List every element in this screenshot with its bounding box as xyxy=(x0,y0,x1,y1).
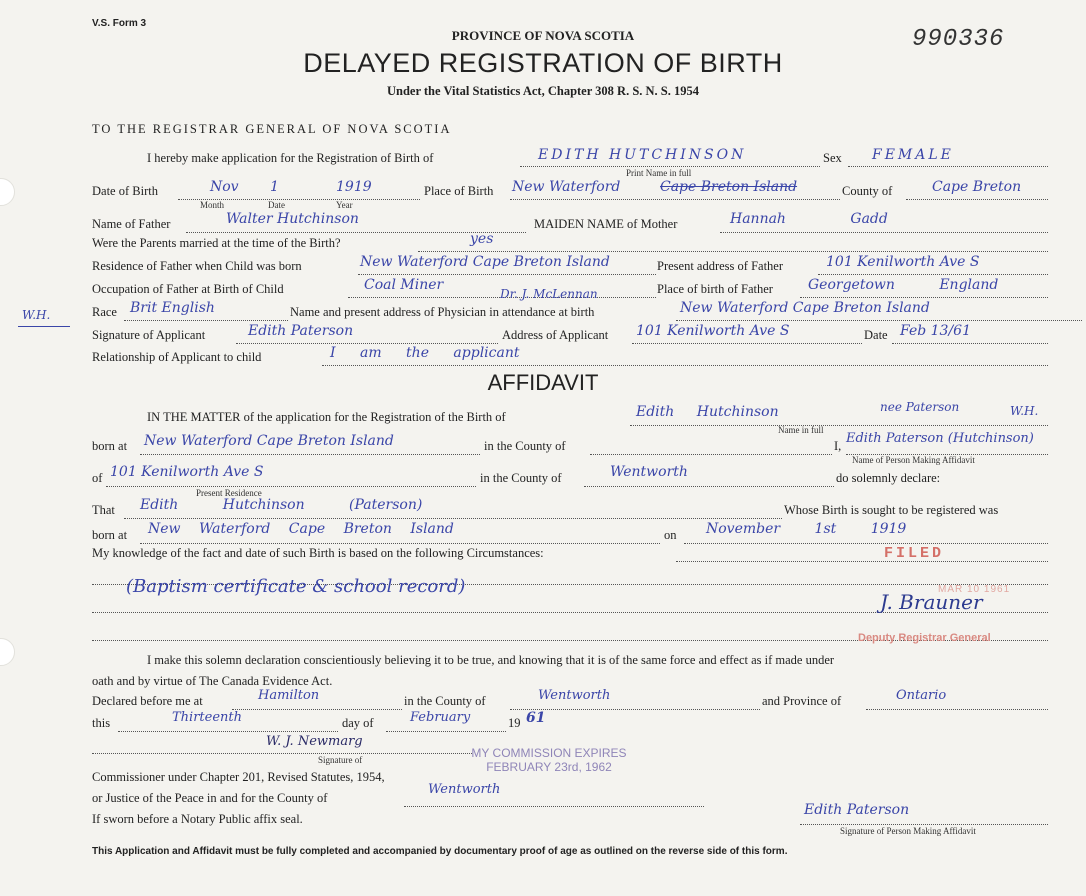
on-value: November 1st 1919 xyxy=(706,521,907,537)
matter-extra: nee Paterson xyxy=(880,400,960,414)
year-caption: Year xyxy=(336,200,353,210)
father-label: Name of Father xyxy=(92,217,171,231)
on-label: on xyxy=(664,528,677,542)
form-code: V.S. Form 3 xyxy=(92,18,147,29)
year-prefix: 19 xyxy=(508,716,521,730)
page-title: DELAYED REGISTRATION OF BIRTH xyxy=(303,48,783,78)
married-label: Were the Parents married at the time of the Birth? xyxy=(92,236,341,250)
present-addr-label: Present address of Father xyxy=(657,259,784,273)
this-value: Thirteenth xyxy=(172,710,242,725)
dob-year: 1919 xyxy=(336,179,372,195)
commission-stamp-line2: FEBRUARY 23rd, 1962 xyxy=(486,760,612,774)
filed-stamp: FILED xyxy=(884,545,945,562)
matter-text: IN THE MATTER of the application for the Registration of the Birth of xyxy=(147,410,506,424)
applicant-address-value: 101 Kenilworth Ave S xyxy=(636,323,790,339)
page-subtitle: Under the Vital Statistics Act, Chapter 308 R. S. N. S. 1954 xyxy=(386,84,700,98)
this-label: this xyxy=(92,716,111,730)
place-struck: Cape Breton Island xyxy=(660,179,798,195)
dob-month: Nov xyxy=(210,179,239,195)
affiant-caption: Signature of Person Making Affidavit xyxy=(840,826,976,836)
child-name: EDITH HUTCHINSON xyxy=(538,147,747,163)
dob-date: 1 xyxy=(270,179,279,195)
race-value: Brit English xyxy=(130,300,215,316)
signature-caption: Signature of xyxy=(318,755,363,765)
affidavit-county-text: in the County of xyxy=(484,439,566,453)
circumstances-value: (Baptism certificate & school record) xyxy=(126,576,466,597)
date-caption: Date xyxy=(268,200,285,210)
born-at2-value: New Waterford Cape Breton Island xyxy=(148,521,454,537)
applicant-signature-label: Signature of Applicant xyxy=(92,328,206,342)
born-at-label: born at xyxy=(92,439,128,453)
day-of-label: day of xyxy=(342,716,374,730)
that-label: That xyxy=(92,503,115,517)
married-value: yes xyxy=(470,231,494,247)
notary-text: If sworn before a Notary Public affix seal. xyxy=(92,812,303,826)
footer-note: This Application and Affidavit must be fully completed and accompanied by documentary proof of age as outlined on the reverse side of this form. xyxy=(92,846,788,857)
commissioner-text: Commissioner under Chapter 201, Revised Statutes, 1954, xyxy=(92,770,385,784)
print-name-caption: Print Name in full xyxy=(626,168,692,178)
residence-value: New Waterford Cape Breton Island xyxy=(360,254,610,270)
maiden-label: MAIDEN NAME of Mother xyxy=(534,217,678,231)
month-caption: Month xyxy=(200,200,225,210)
justice-county-value: Wentworth xyxy=(428,782,501,797)
whose-birth-text: Whose Birth is sought to be registered was xyxy=(784,503,999,517)
commissioner-signature: W. J. Newmarg xyxy=(266,734,363,749)
matter-value: Edith Hutchinson xyxy=(636,404,779,420)
declared-county-value: Wentworth xyxy=(538,688,611,703)
dob-label: Date of Birth xyxy=(92,184,158,198)
applicant-address-label: Address of Applicant xyxy=(502,328,609,342)
occupation-label: Occupation of Father at Birth of Child xyxy=(92,282,284,296)
father-birthplace-label: Place of birth of Father xyxy=(657,282,773,296)
of-label: of xyxy=(92,471,103,485)
declare-label: do solemnly declare: xyxy=(836,471,941,485)
affidavit-heading: AFFIDAVIT xyxy=(487,370,599,395)
father-value: Walter Hutchinson xyxy=(226,211,359,227)
solemn-text-1: I make this solemn declaration conscientiously believing it to be true, and knowing that it is of the same force and effect as if made under xyxy=(147,653,835,667)
margin-note-underline xyxy=(18,326,70,327)
province-label: and Province of xyxy=(762,694,842,708)
day-of-value: February xyxy=(410,710,471,725)
race-label: Race xyxy=(92,305,117,319)
that-value: Edith Hutchinson (Paterson) xyxy=(140,497,423,513)
application-date-label: Date xyxy=(864,328,888,342)
province-heading: PROVINCE OF NOVA SCOTIA xyxy=(451,28,635,43)
declared-label: Declared before me at xyxy=(92,694,203,708)
deputy-title: Deputy Registrar General xyxy=(858,632,991,644)
sex-label: Sex xyxy=(823,151,842,165)
residence-label: Residence of Father when Child was born xyxy=(92,259,302,273)
affiant-signature: Edith Paterson xyxy=(804,802,910,818)
commission-stamp xyxy=(454,746,644,774)
place-value: New Waterford xyxy=(512,179,621,195)
declared-county-label: in the County of xyxy=(404,694,486,708)
physician-label: Name and present address of Physician in attendance at birth xyxy=(290,305,595,319)
margin-note: W.H. xyxy=(22,308,51,322)
justice-text: or Justice of the Peace in and for the County of xyxy=(92,791,328,805)
present-addr-value: 101 Kenilworth Ave S xyxy=(826,254,980,270)
punch-hole-top xyxy=(0,178,15,206)
deputy-signature: J. Brauner xyxy=(880,590,983,614)
relationship-value: I am the applicant xyxy=(330,345,520,361)
commission-stamp-line1: MY COMMISSION EXPIRES xyxy=(471,746,627,760)
filed-date-stamp: MAR 10 1961 xyxy=(938,584,1011,595)
person-making-affidavit: Edith Paterson (Hutchinson) xyxy=(846,431,1034,446)
father-birthplace-value: Georgetown England xyxy=(808,277,999,293)
application-intro: I hereby make application for the Registration of Birth of xyxy=(147,151,434,165)
in-county-value: Wentworth xyxy=(610,464,688,480)
residence-caption: Present Residence xyxy=(196,488,262,498)
serial-number: 990336 xyxy=(912,26,1005,53)
relationship-label: Relationship of Applicant to child xyxy=(92,350,262,364)
affiant-residence: 101 Kenilworth Ave S xyxy=(110,464,264,480)
application-date-value: Feb 13/61 xyxy=(900,323,971,339)
sex-value: FEMALE xyxy=(872,147,954,163)
county-value: Cape Breton xyxy=(932,179,1022,195)
province-value: Ontario xyxy=(896,688,947,703)
punch-hole-bottom xyxy=(0,638,15,666)
maiden-value: Hannah Gadd xyxy=(730,211,888,227)
applicant-signature: Edith Paterson xyxy=(248,323,354,339)
addressee: TO THE REGISTRAR GENERAL OF NOVA SCOTIA xyxy=(92,122,452,136)
solemn-text-2: oath and by virtue of The Canada Evidence Act. xyxy=(92,674,333,688)
physician-value: New Waterford Cape Breton Island xyxy=(680,300,930,316)
knowledge-text: My knowledge of the fact and date of such Birth is based on the following Circumstances: xyxy=(92,546,544,560)
in-county-label: in the County of xyxy=(480,471,562,485)
matter-initials: W.H. xyxy=(1010,404,1039,418)
i-label: I, xyxy=(834,439,842,453)
occupation-value: Coal Miner xyxy=(364,277,444,293)
born-at2-label: born at xyxy=(92,528,128,542)
name-in-full-caption: Name in full xyxy=(778,425,824,435)
physician-name: Dr. J. McLennan xyxy=(500,287,598,301)
declared-value: Hamilton xyxy=(258,688,320,703)
person-caption: Name of Person Making Affidavit xyxy=(852,455,975,465)
year-value: 61 xyxy=(526,710,546,726)
born-at-value: New Waterford Cape Breton Island xyxy=(144,433,394,449)
place-label: Place of Birth xyxy=(424,184,494,198)
county-label: County of xyxy=(842,184,893,198)
